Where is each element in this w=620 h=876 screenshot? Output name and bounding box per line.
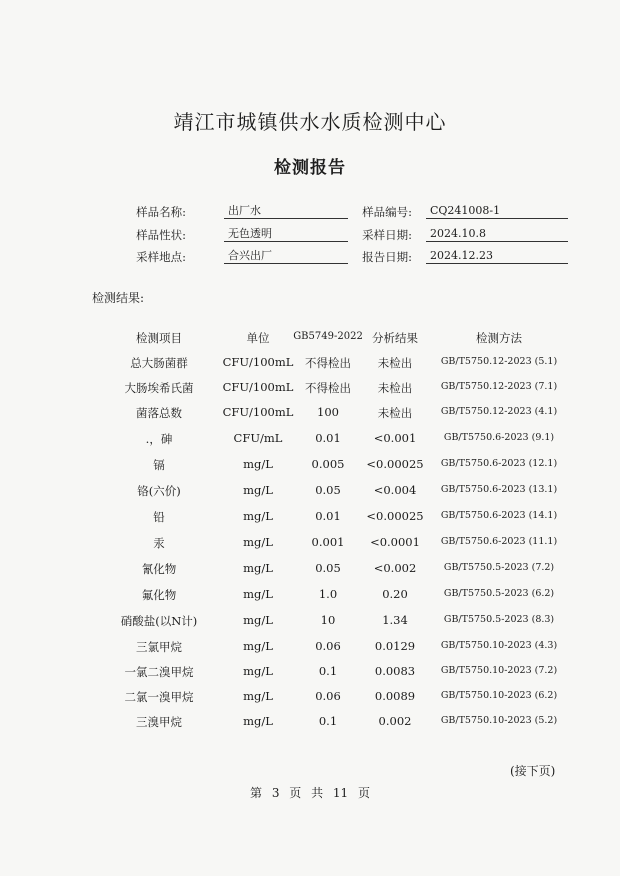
- table-row-method: GB/T5750.5-2023 (6.2): [443, 588, 555, 599]
- table-row-method: GB/T5750.10-2023 (4.3): [440, 640, 558, 651]
- table-row-result: 0.0129: [374, 639, 416, 653]
- table-row-unit: mg/L: [243, 561, 273, 575]
- table-row-unit: CFU/mL: [233, 431, 283, 445]
- table-row-unit: mg/L: [243, 483, 273, 497]
- table-row-result: <0.0001: [370, 535, 420, 549]
- table-row-method: GB/T5750.12-2023 (5.1): [440, 356, 558, 367]
- table-row-unit: mg/L: [243, 535, 273, 549]
- table-row-standard: 10: [320, 613, 336, 627]
- table-row-result: <0.00025: [366, 457, 424, 471]
- table-row-standard: 0.01: [315, 509, 341, 523]
- table-row-item: 镉: [153, 458, 165, 472]
- table-row-unit: CFU/100mL: [222, 355, 294, 369]
- sampling-date-label: 采样日期:: [362, 228, 412, 242]
- header-method: 检测方法: [476, 331, 522, 345]
- table-row-method: GB/T5750.12-2023 (4.1): [440, 406, 558, 417]
- table-row-method: GB/T5750.10-2023 (7.2): [440, 665, 558, 676]
- sample-name-label: 样品名称:: [136, 205, 186, 219]
- table-row-unit: mg/L: [243, 714, 273, 728]
- table-row-unit: mg/L: [243, 664, 273, 678]
- table-row-result: 未检出: [377, 406, 413, 420]
- table-row-method: GB/T5750.10-2023 (5.2): [440, 715, 558, 726]
- table-row-item: 氟化物: [141, 588, 177, 602]
- sampling-location-value: 合兴出厂: [224, 248, 348, 264]
- sampling-date-value: 2024.10.8: [426, 226, 568, 242]
- table-row-standard: 0.1: [318, 714, 338, 728]
- table-row-result: <0.00025: [366, 509, 424, 523]
- table-row-result: 0.002: [378, 714, 412, 728]
- table-row-method: GB/T5750.5-2023 (7.2): [443, 562, 555, 573]
- table-row-method: GB/T5750.5-2023 (8.3): [443, 614, 555, 625]
- table-row-standard: 0.01: [315, 431, 341, 445]
- table-row-result: <0.004: [373, 483, 417, 497]
- table-row-item: 铬(六价): [137, 484, 181, 498]
- table-row-item: .，砷: [145, 432, 173, 446]
- table-row-standard: 100: [317, 405, 339, 419]
- table-row-standard: 1.0: [318, 587, 338, 601]
- table-row-method: GB/T5750.6-2023 (14.1): [440, 510, 558, 521]
- header-result: 分析结果: [372, 331, 418, 345]
- table-row-standard: 0.1: [318, 664, 338, 678]
- table-row-result: 0.0083: [374, 664, 416, 678]
- table-row-result: 0.20: [382, 587, 408, 601]
- table-row-method: GB/T5750.6-2023 (11.1): [440, 536, 558, 547]
- header-item: 检测项目: [136, 331, 182, 345]
- sample-property-value: 无色透明: [224, 226, 348, 242]
- table-row-item: 铅: [153, 510, 165, 524]
- sample-name-value: 出厂水: [224, 203, 348, 219]
- table-row-standard: 0.05: [315, 561, 341, 575]
- table-row-unit: mg/L: [243, 587, 273, 601]
- table-row-standard: 0.05: [315, 483, 341, 497]
- table-row-item: 氰化物: [141, 562, 177, 576]
- table-row-item: 汞: [153, 536, 165, 550]
- report-date-value: 2024.12.23: [426, 248, 568, 264]
- table-row-result: 0.0089: [374, 689, 416, 703]
- table-row-item: 菌落总数: [136, 406, 182, 420]
- continued-note: (接下页): [510, 764, 556, 778]
- table-row-method: GB/T5750.10-2023 (6.2): [440, 690, 558, 701]
- table-row-result: 未检出: [377, 381, 413, 395]
- table-row-unit: mg/L: [243, 613, 273, 627]
- table-row-unit: mg/L: [243, 457, 273, 471]
- table-row-method: GB/T5750.6-2023 (13.1): [440, 484, 558, 495]
- sample-number-label: 样品编号:: [362, 205, 412, 219]
- table-row-standard: 0.06: [315, 639, 341, 653]
- table-row-result: <0.002: [373, 561, 417, 575]
- table-row-result: 未检出: [377, 356, 413, 370]
- report-title: 检测报告: [274, 158, 346, 178]
- table-row-method: GB/T5750.6-2023 (9.1): [443, 432, 555, 443]
- table-row-unit: mg/L: [243, 689, 273, 703]
- table-row-standard: 不得检出: [305, 381, 351, 395]
- organization-title: 靖江市城镇供水水质检测中心: [173, 110, 447, 134]
- table-row-standard: 0.005: [311, 457, 345, 471]
- table-row-item: 三氯甲烷: [136, 640, 182, 654]
- table-row-item: 总大肠菌群: [130, 356, 188, 370]
- table-row-standard: 0.001: [311, 535, 345, 549]
- table-row-item: 二氯一溴甲烷: [124, 690, 194, 704]
- table-row-unit: CFU/100mL: [222, 380, 294, 394]
- sampling-location-label: 采样地点:: [136, 250, 186, 264]
- table-row-unit: CFU/100mL: [222, 405, 294, 419]
- table-row-item: 一氯二溴甲烷: [124, 665, 194, 679]
- table-row-method: GB/T5750.12-2023 (7.1): [440, 381, 558, 392]
- table-row-standard: 不得检出: [305, 356, 351, 370]
- page-indicator: 第 3 页 共 11 页: [250, 786, 370, 800]
- table-row-unit: mg/L: [243, 509, 273, 523]
- table-row-result: <0.001: [373, 431, 417, 445]
- table-row-item: 硝酸盐(以N计): [120, 614, 198, 628]
- table-row-result: 1.34: [382, 613, 408, 627]
- table-row-item: 三溴甲烷: [136, 715, 182, 729]
- sample-number-value: CQ241008-1: [426, 203, 568, 219]
- results-label: 检测结果:: [92, 291, 145, 305]
- table-row-item: 大肠埃希氏菌: [124, 381, 194, 395]
- report-date-label: 报告日期:: [362, 250, 412, 264]
- table-row-method: GB/T5750.6-2023 (12.1): [440, 458, 558, 469]
- table-row-unit: mg/L: [243, 639, 273, 653]
- header-unit: 单位: [246, 331, 270, 345]
- table-row-standard: 0.06: [315, 689, 341, 703]
- sample-property-label: 样品性状:: [136, 228, 186, 242]
- header-standard: GB5749-2022: [293, 331, 363, 342]
